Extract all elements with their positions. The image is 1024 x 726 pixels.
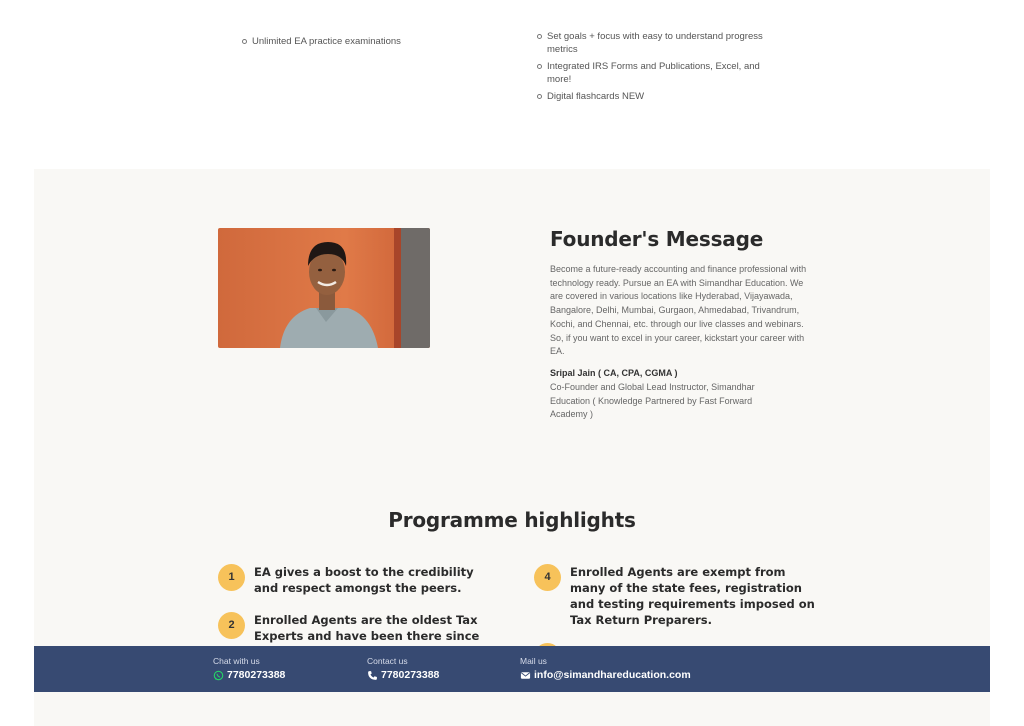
bullet-icon [242,39,247,44]
bullet-icon [537,64,542,69]
bullet-icon [537,34,542,39]
highlights-title: Programme highlights [388,508,636,532]
list-item-text: Unlimited EA practice examinations [252,36,401,47]
features-list-left [242,35,502,52]
call-label: Contact us [367,656,408,666]
list-item-text: Integrated IRS Forms and Publications, Excel, and more! [547,61,760,85]
list-item-text: Digital flashcards NEW [547,91,645,102]
list-item [537,30,773,56]
mail-link[interactable] [520,669,691,681]
mail-address: info@simandhareducation.com [534,669,691,681]
bullet-icon [537,94,542,99]
chat-number: 7780273388 [227,669,286,681]
list-item [242,35,502,48]
whatsapp-link[interactable] [213,669,285,681]
founder-message-text: Become a future-ready accounting and finance professional with technology ready. Pursue an EA with Simandhar Education. We are covered in various locations like Hyderabad, Vijayawada, Bangalore, Delhi, Mumbai, Gurgaon, Ahmedabad, Trivandrum, Kochi, and Chennai, etc. through our live classes and webinars. So, if you want to excel in your career, kickstart your career with EA. [550,264,807,357]
highlight-text: Enrolled Agents are the oldest Tax Experts and have been there since [254,613,480,643]
call-number: 7780273388 [381,669,440,681]
envelope-icon [520,670,531,681]
features-list-right [537,30,773,107]
founder-role: Co-Founder and Global Lead Instructor, Simandhar Education ( Knowledge Partnered by Fast Forward Academy ) [550,382,755,420]
founder-highlights-section [34,169,990,726]
mail-label: Mail us [520,656,547,666]
features-section [0,0,1024,169]
highlight-number-badge: 2 [218,612,245,639]
highlight-number-badge: 4 [534,564,561,591]
highlight-text: Enrolled Agents are exempt from many of the state fees, registration and testing requirements imposed on Tax Return Preparers. [570,565,815,627]
highlight-number-badge: 1 [218,564,245,591]
chat-contact [213,656,285,681]
mail-contact [520,656,691,681]
phone-icon [367,670,378,681]
founder-photo [218,228,430,348]
list-item [537,60,773,86]
contact-bar [34,646,990,692]
whatsapp-icon [213,670,224,681]
chat-label: Chat with us [213,656,260,666]
list-item [537,90,773,103]
founder-name: Sripal Jain ( CA, CPA, CGMA ) [550,368,678,378]
list-item-text: Set goals + focus with easy to understand progress metrics [547,31,763,55]
founder-title: Founder's Message [550,227,764,251]
phone-link[interactable] [367,669,439,681]
phone-contact [367,656,439,681]
highlight-text: EA gives a boost to the credibility and respect amongst the peers. [254,565,474,595]
